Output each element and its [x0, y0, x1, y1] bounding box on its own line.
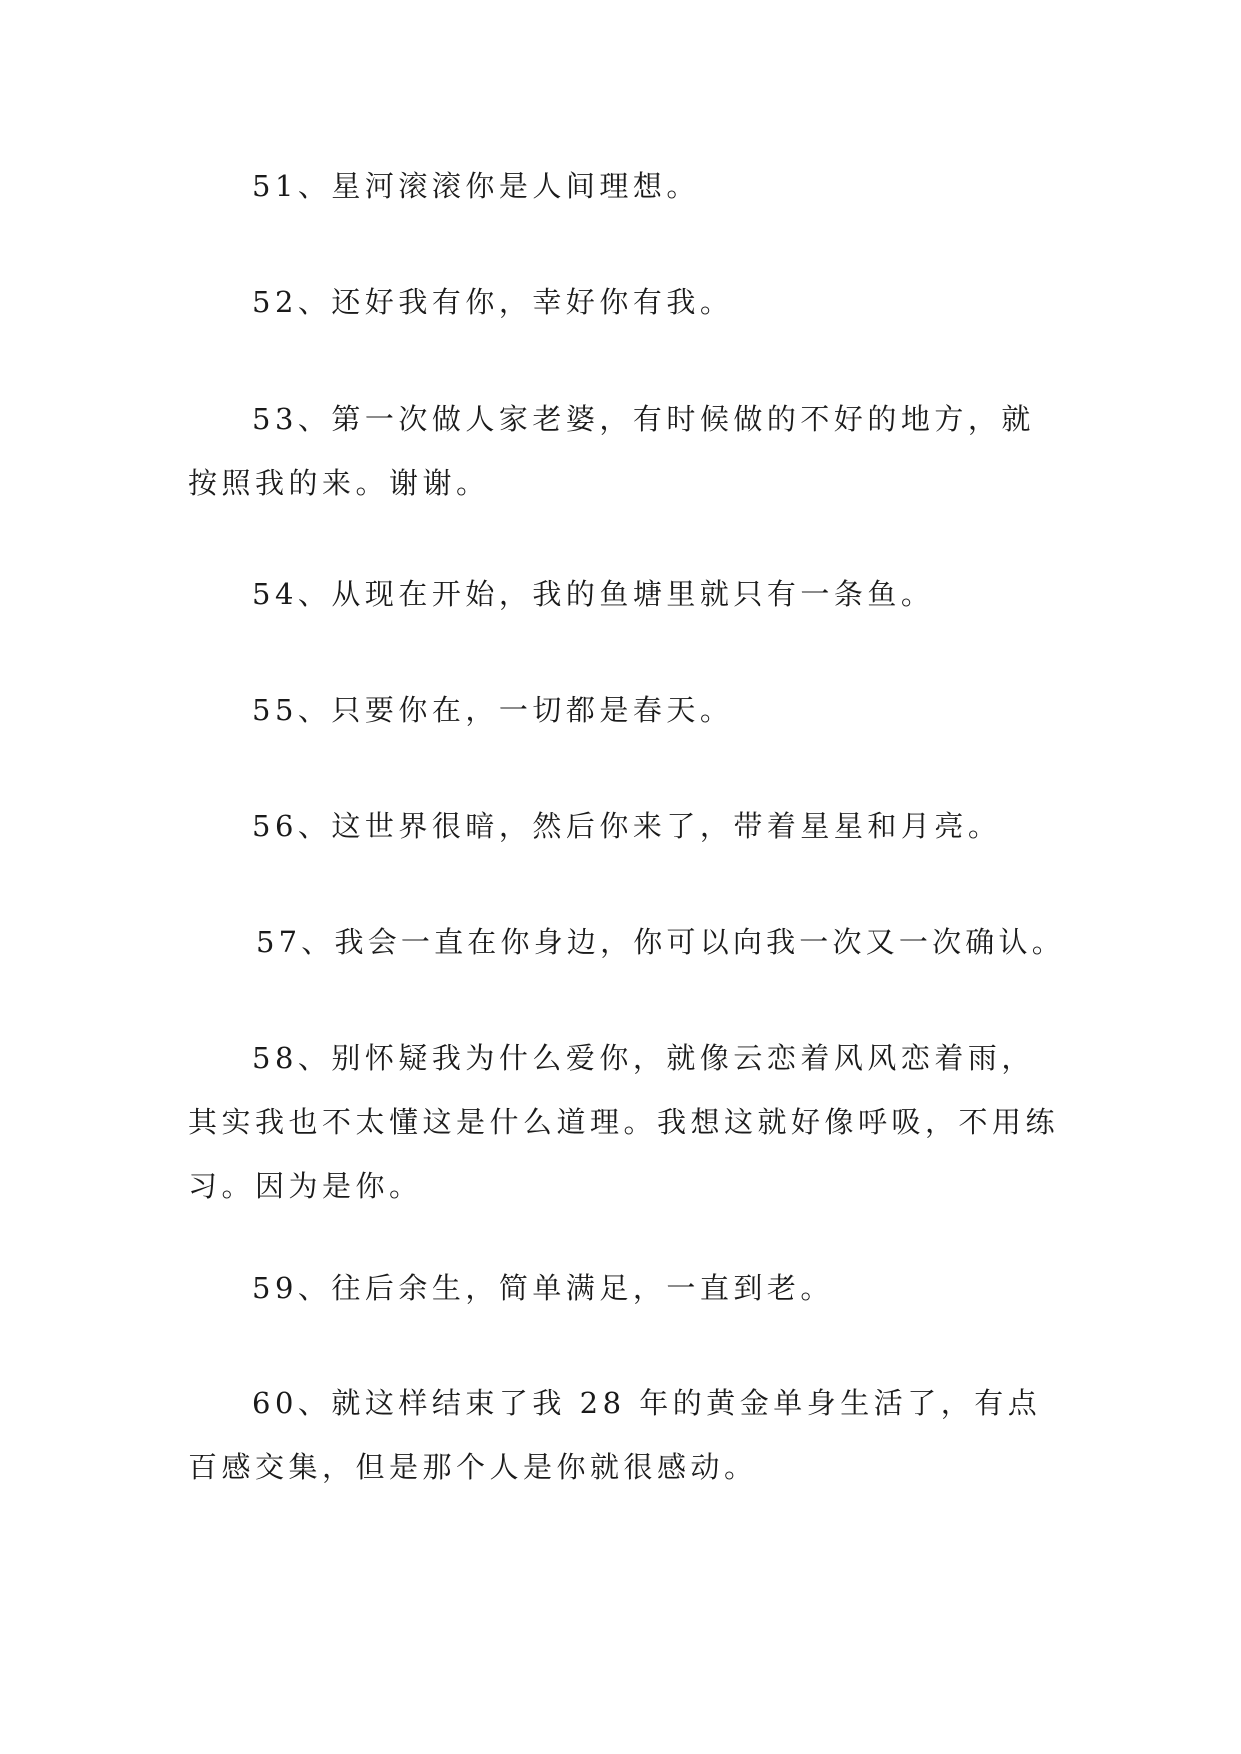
- paragraph-52: 52、还好我有你，幸好你有我。: [252, 285, 734, 319]
- paragraph-55: 55、只要你在，一切都是春天。: [252, 693, 734, 727]
- paragraph-59: 59、往后余生，简单满足，一直到老。: [252, 1271, 834, 1305]
- paragraph-57: 57、我会一直在你身边，你可以向我一次又一次确认。: [256, 925, 1065, 959]
- paragraph-53: 53、第一次做人家老婆，有时候做的不好的地方，就按照我的来。谢谢。: [188, 402, 1035, 500]
- paragraph-51: 51、星河滚滚你是人间理想。: [252, 169, 700, 203]
- paragraph-58: 58、别怀疑我为什么爱你，就像云恋着风风恋着雨，其实我也不太懂这是什么道理。我想这就好像呼吸，不用练习。因为是你。: [188, 1041, 1060, 1203]
- paragraph-60: 60、就这样结束了我 28 年的黄金单身生活了，有点百感交集，但是那个人是你就很感动。: [188, 1386, 1042, 1484]
- paragraph-56: 56、这世界很暗，然后你来了，带着星星和月亮。: [252, 809, 1002, 843]
- paragraph-54: 54、从现在开始，我的鱼塘里就只有一条鱼。: [252, 577, 935, 611]
